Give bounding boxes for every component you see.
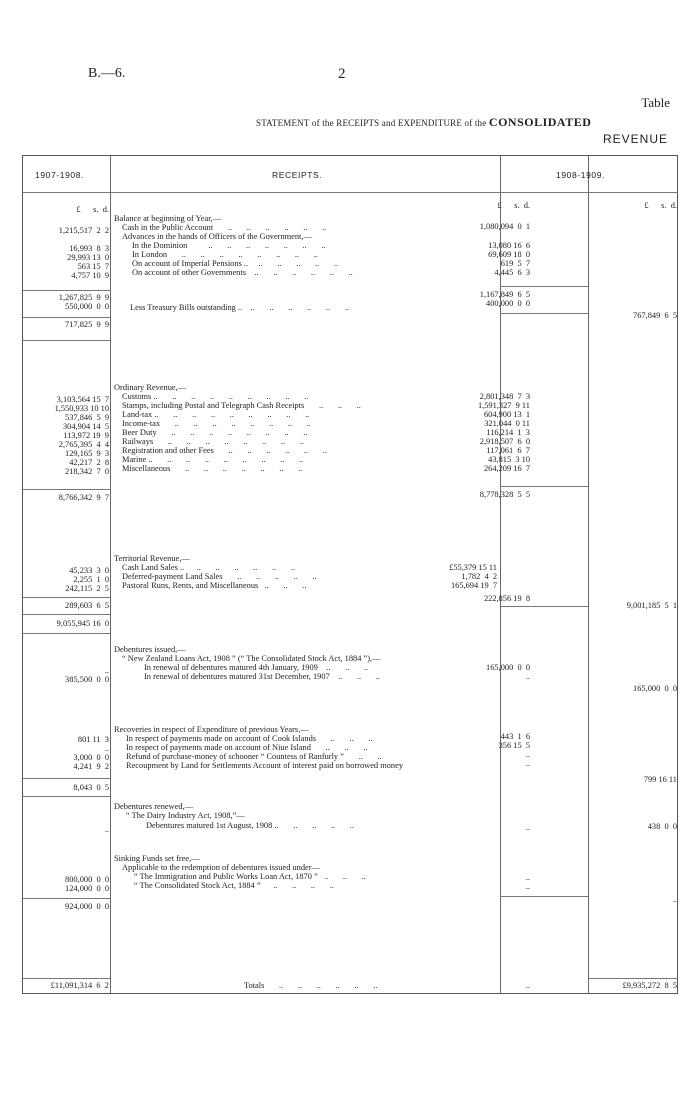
value-1908: 321,044 0 11 xyxy=(484,419,530,428)
value-1908: 4,445 6 3 xyxy=(494,268,530,277)
table-label: Table xyxy=(641,95,670,110)
value-1907: 113,972 19 9 xyxy=(63,431,109,440)
rule xyxy=(500,286,588,287)
row-label: Deferred-payment Land Sales .. .. .. .. .. xyxy=(122,572,317,581)
value-1908: .. xyxy=(525,882,530,891)
rule xyxy=(22,978,110,979)
net-balance-1908: 767,849 6 5 xyxy=(633,311,677,320)
value-1907: 385,500 0 0 xyxy=(65,675,109,684)
revenue-total-1907: 9,055,945 16 0 xyxy=(56,619,109,628)
row-label: “ The Immigration and Public Works Loan Act, 1870 ” .. .. .. xyxy=(134,872,366,881)
value-1907: 801 11 3 xyxy=(77,735,109,744)
value-1908: .. xyxy=(525,759,530,768)
grand-total-1908: £9,935,272 8 5 xyxy=(622,981,677,990)
rule xyxy=(22,597,110,598)
row-label: Cash Land Sales .. .. .. .. .. .. .. xyxy=(122,563,296,572)
sinking-total-1908: .. xyxy=(672,895,677,904)
rule xyxy=(500,486,588,487)
value-1907: 16,993 8 3 xyxy=(69,244,109,253)
row-label: Refund of purchase-money of schooner “ Countess of Ranfurly ” .. .. xyxy=(126,752,382,761)
rule xyxy=(500,606,588,607)
value-1908: 13,080 16 6 xyxy=(488,241,530,250)
row-label: In respect of payments made on account of Cook Islands .. .. .. xyxy=(126,734,373,743)
revenue-total-1908: 9,001,185 5 1 xyxy=(626,601,677,610)
value-1908: 165,000 0 0 xyxy=(486,663,530,672)
ordinary-total-1907: 8,766,342 9 7 xyxy=(58,493,109,502)
recoveries-total-1908: 799 16 11 xyxy=(643,775,677,784)
territorial-heading: Territorial Revenue,— xyxy=(114,554,190,563)
subtotal-1907: 1,267,825 9 9 xyxy=(58,293,109,302)
recoveries-heading: Recoveries in respect of Expenditure of previous Years,— xyxy=(114,725,309,734)
renewed-heading: Debentures renewed,— xyxy=(114,802,194,811)
value-1908: 619 5 7 xyxy=(500,259,530,268)
land-sub-value: 1,782 4 2 xyxy=(461,572,497,581)
column-divider xyxy=(110,155,111,994)
value-1908: 356 15 5 xyxy=(498,741,530,750)
ordinary-total-1908: 8,778,328 5 5 xyxy=(479,490,530,499)
rule xyxy=(22,489,110,490)
column-header-receipts: RECEIPTS. xyxy=(272,170,323,180)
land-sub-value: £55,379 15 11 xyxy=(449,563,497,572)
row-label: Pastoral Runs, Rents, and Miscellaneous .. .. .. xyxy=(122,581,307,590)
rule xyxy=(22,796,110,797)
renewed-act: “ The Dairy Industry Act, 1908,”— xyxy=(126,811,245,820)
row-label: Recoupment by Land for Settlements Account of interest paid on borrowed money xyxy=(126,761,404,770)
row-label: In renewal of debentures matured 4th January, 1909 .. .. .. xyxy=(144,663,369,672)
row-label: Registration and other Fees .. .. .. .. .. .. xyxy=(122,446,327,455)
rule xyxy=(22,898,110,899)
value-1907: 29,993 13 0 xyxy=(67,253,109,262)
value-1907: 4,241 9 2 xyxy=(73,762,109,771)
rule xyxy=(588,978,678,979)
header-rule xyxy=(22,192,678,193)
value-1907: 45,233 3 0 xyxy=(69,566,109,575)
page-number: 2 xyxy=(338,66,346,82)
value-1907: 2,255 1 0 xyxy=(73,575,109,584)
row-label: Income-tax .. .. .. .. .. .. .. .. xyxy=(122,419,311,428)
row-label: In the Dominion .. .. .. .. .. .. .. xyxy=(132,241,326,250)
value-1908: 1,080,094 0 1 xyxy=(479,222,530,231)
value-1907: 550,000 0 0 xyxy=(65,302,109,311)
value-1907: 42,217 2 8 xyxy=(69,458,109,467)
value-1908: 264,209 16 7 xyxy=(483,464,530,473)
value-1907: 800,000 0 0 xyxy=(65,875,109,884)
value-1908: 604,900 13 1 xyxy=(483,410,530,419)
units-1907: £ s. d. xyxy=(76,205,109,214)
value-1907: 1,550,933 10 10 xyxy=(54,404,109,413)
value-1908: .. xyxy=(525,873,530,882)
column-divider xyxy=(588,155,589,994)
value-1907: 2,765,395 4 4 xyxy=(58,440,109,449)
territorial-total-1908: 222,856 19 8 xyxy=(483,594,530,603)
subtotal-1908: 1,167,849 6 5 xyxy=(479,290,530,299)
land-sub-value: 165,694 19 7 xyxy=(450,581,497,590)
document-reference: B.—6. xyxy=(88,66,126,81)
totals-label: Totals .. .. .. .. .. .. xyxy=(244,981,378,990)
row-label: Railways .. .. .. .. .. .. .. .. xyxy=(122,437,304,446)
debentures-act: “ New Zealand Loans Act, 1908 ” (“ The Consolidated Stock Act, 1884 ”),— xyxy=(122,654,381,663)
rule xyxy=(22,290,110,291)
row-label: Beer Duty .. .. .. .. .. .. .. .. xyxy=(122,428,308,437)
row-label: Debentures matured 1st August, 1908 .. .. .. .. .. xyxy=(146,821,354,830)
ordinary-heading: Ordinary Revenue,— xyxy=(114,383,187,392)
value-1908: 116,214 1 3 xyxy=(486,428,530,437)
sinking-sub: Applicable to the redemption of debentures issued under— xyxy=(122,863,320,872)
territorial-total-1907: 289,603 6 5 xyxy=(65,601,109,610)
row-label: On account of other Governments .. .. .. .. .. .. xyxy=(132,268,353,277)
row-label: Miscellaneous .. .. .. .. .. .. .. xyxy=(122,464,303,473)
value-1907: 304,904 14 5 xyxy=(62,422,109,431)
statement-title-bold: CONSOLIDATED xyxy=(488,115,592,129)
column-header-1908: 1908-1909. xyxy=(556,170,606,180)
row-label: Land-tax .. .. .. .. .. .. .. .. .. xyxy=(122,410,310,419)
value-1908: .. xyxy=(525,823,530,832)
value-1907: 563 15 7 xyxy=(77,262,109,271)
grand-total-mid: .. xyxy=(525,981,530,990)
value-1908: .. xyxy=(525,672,530,681)
advances-heading: Advances in the hands of Officers of the Government,— xyxy=(122,232,312,241)
value-1907: 1,215,517 2 2 xyxy=(58,226,109,235)
debentures-heading: Debentures issued,— xyxy=(114,645,186,654)
rule xyxy=(500,896,588,897)
value-1908: 2,918,507 6 0 xyxy=(479,437,530,446)
value-1908: 117,061 6 7 xyxy=(486,446,530,455)
row-label: Stamps, including Postal and Telegraph Cash Receipts .. .. .. xyxy=(122,401,361,410)
statement-title-line2: REVENUE xyxy=(602,132,668,146)
net-balance-1907: 717,825 9 9 xyxy=(65,320,109,329)
grand-total-1907: £11,091,314 6 2 xyxy=(50,981,109,990)
value-1907: 4,757 10 9 xyxy=(71,271,109,280)
value-1908: 1,591,327 9 11 xyxy=(477,401,530,410)
rule xyxy=(500,313,588,314)
value-1907: .. xyxy=(104,825,109,834)
value-1907: .. xyxy=(104,744,109,753)
rule xyxy=(22,778,110,779)
value-1907: 3,103,564 15 7 xyxy=(56,395,109,404)
row-label: In London .. .. .. .. .. .. .. .. xyxy=(132,250,318,259)
debentures-total-1908: 165,000 0 0 xyxy=(633,684,677,693)
value-1907: 129,165 9 3 xyxy=(65,449,109,458)
units-1908-detail: £ s. d. xyxy=(497,201,530,210)
column-divider xyxy=(500,155,501,994)
value-1907: 218,342 7 0 xyxy=(65,467,109,476)
rule xyxy=(22,614,110,615)
recoveries-total-1907: 8,043 0 5 xyxy=(73,783,109,792)
row-label: On account of Imperial Pensions .. .. .. .. .. .. xyxy=(132,259,339,268)
row-label: “ The Consolidated Stock Act, 1884 ” .. .. .. .. xyxy=(134,881,334,890)
value-1907: 242,115 2 5 xyxy=(65,584,109,593)
value-1908: .. xyxy=(525,750,530,759)
value-1907: 124,000 0 0 xyxy=(65,884,109,893)
column-header-1907: 1907-1908. xyxy=(35,170,85,180)
rule xyxy=(22,317,110,318)
row-label: Marine .. .. .. .. .. .. .. .. .. xyxy=(122,455,304,464)
row-label: In respect of payments made on account of Niue Island .. .. .. xyxy=(126,743,368,752)
sinking-heading: Sinking Funds set free,— xyxy=(114,854,200,863)
statement-table xyxy=(22,155,678,994)
value-1907: 3,000 0 0 xyxy=(73,753,109,762)
sinking-total-1907: 924,000 0 0 xyxy=(65,902,109,911)
row-label: Customs .. .. .. .. .. .. .. .. .. xyxy=(122,392,309,401)
row-label: In renewal of debentures matured 31st December, 1907 .. .. .. xyxy=(144,672,380,681)
units-1908-total: £ s. d. xyxy=(644,201,677,210)
value-1907: .. xyxy=(104,666,109,675)
value-1908: 400,000 0 0 xyxy=(486,299,530,308)
statement-title xyxy=(256,115,591,130)
value-1907: 537,846 5 9 xyxy=(65,413,109,422)
rule xyxy=(22,633,110,634)
renewed-total-1908: 438 0 0 xyxy=(647,822,677,831)
row-label: Less Treasury Bills outstanding .. .. .. .. .. .. .. xyxy=(130,303,349,312)
row-label: Cash in the Public Account .. .. .. .. .. .. xyxy=(122,223,327,232)
balance-heading: Balance at beginning of Year,— xyxy=(114,214,222,223)
value-1908: 43,815 3 10 xyxy=(488,455,530,464)
value-1908: 2,801,348 7 3 xyxy=(479,392,530,401)
statement-title-prefix: STATEMENT of the RECEIPTS and EXPENDITURE of the xyxy=(256,118,487,128)
value-1908: 443 1 6 xyxy=(500,732,530,741)
rule xyxy=(22,340,110,341)
value-1908: 69,609 18 0 xyxy=(488,250,530,259)
